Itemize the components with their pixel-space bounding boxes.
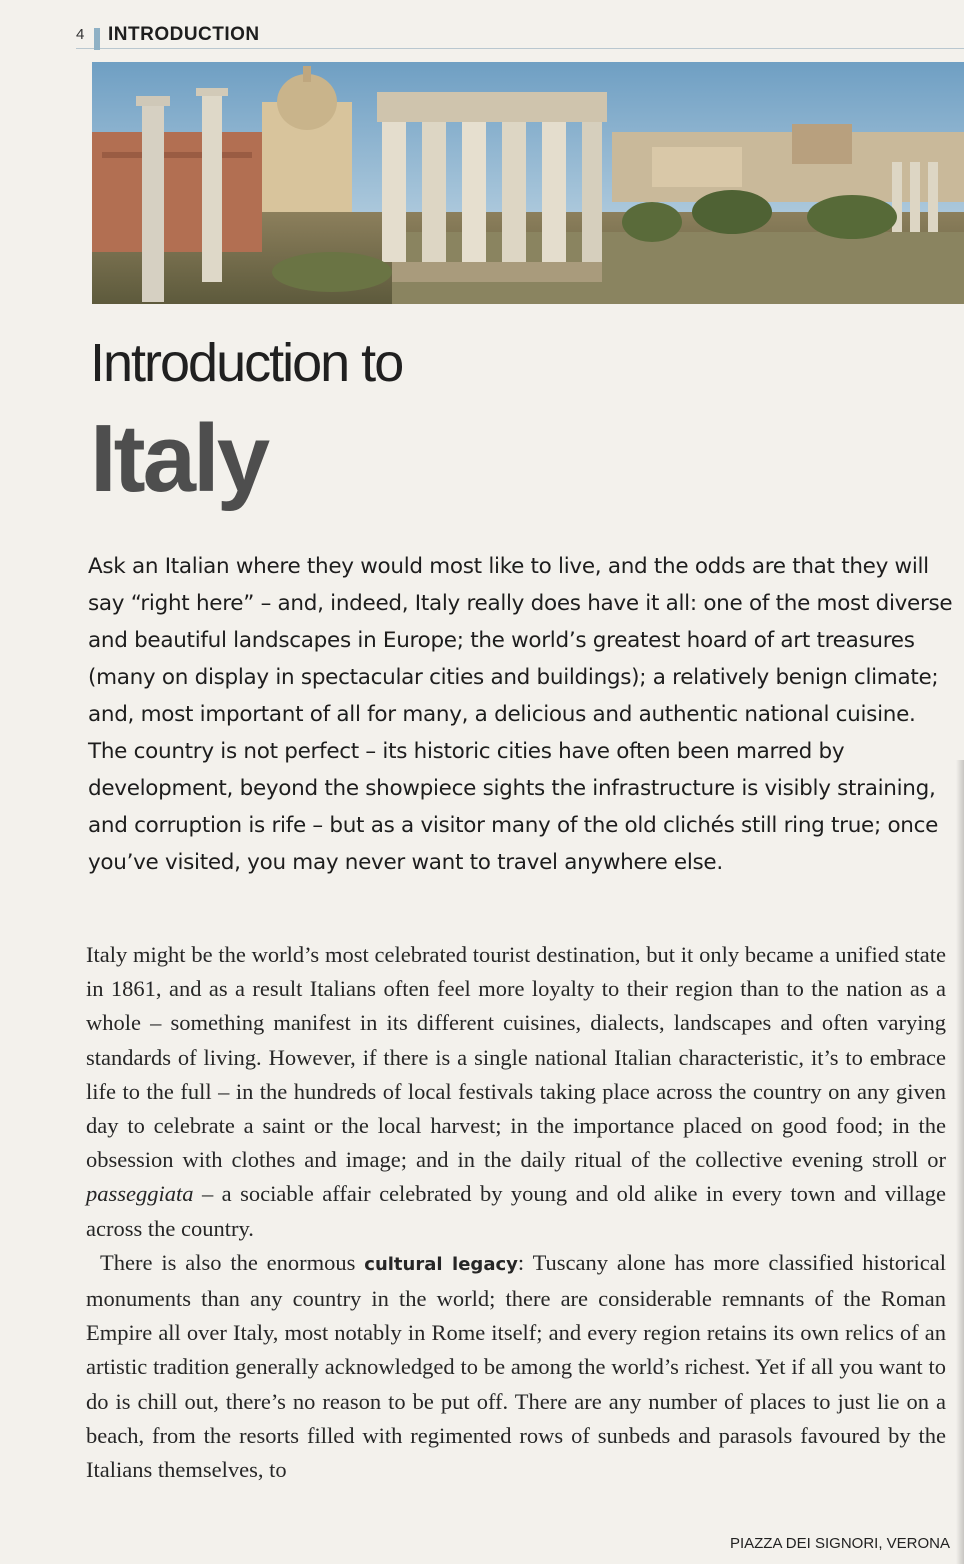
body-paragraph-2-end: : Tuscany alone has more classified historical monuments than any country in the world; there are considerable remnants of the Roman Empire all over Italy, most notably in Rome itself; and every region retains its own relics of an artistic tradition generally acknowledged to be among the world’s richest. Yet if all you want to do is chill out, there’s no reason to be put off. There are any number of places to just lie on a beach, from the resorts filled with regimented rows of sunbeds and parasols favoured by the Italians themselves, to xyxy=(86,1249,946,1483)
body-paragraph-1-end: – a sociable affair celebrated by young and old alike in every town and village across the country. xyxy=(86,1181,946,1241)
page-binding-shadow xyxy=(956,760,964,1564)
body-paragraph-1-start: Italy might be the world’s most celebrated tourist destination, but it only became a unified state in 1861, and as a result Italians often feel more loyalty to their region than to the nation as a whole – something manifest in its different cuisines, dialects, landscapes and often varying standards of living. However, if there is a single national Italian characteristic, it’s to embrace life to the full – in the hundreds of local festivals taking place across the country on any given day to celebrate a saint or the local harvest; in the importance placed on good food; in the obsession with clothes and image; and in the daily ritual of the collective evening stroll or xyxy=(86,942,946,1173)
body-paragraph-2 xyxy=(86,1246,946,1487)
section-accent-bar xyxy=(94,28,100,50)
highlight-cultural-legacy: cultural legacy xyxy=(364,1253,518,1275)
page-number: 4 xyxy=(76,26,85,43)
lead-paragraph: Ask an Italian where they would most like to live, and the odds are that they will say “right here” – and, indeed, Italy really does have it all: one of the most diverse and beautiful landscapes in Europe; the world’s greatest hoard of art treasures (many on display in spectacular cities and buildings); a relatively benign climate; and, most important of all for many, a delicious and authentic national cuisine. The country is not perfect – its historic cities have often been marred by development, beyond the showpiece sights the infrastructure is visibly straining, and corruption is rife – but as a visitor many of the old clichés still ring true; once you’ve visited, you may never want to travel anywhere else. xyxy=(88,554,953,875)
body-paragraph-1 xyxy=(86,938,946,1246)
photo-caption: PIAZZA DEI SIGNORI, VERONA xyxy=(729,1535,950,1552)
running-head xyxy=(76,22,964,49)
body-paragraph-2-start: There is also the enormous xyxy=(100,1249,365,1275)
page-title-line-1: Introduction to xyxy=(90,333,403,393)
section-label: INTRODUCTION xyxy=(108,24,260,45)
italic-term-passeggiata: passeggiata xyxy=(86,1181,194,1207)
page-title-country: Italy xyxy=(90,405,268,512)
body-text xyxy=(86,938,946,1487)
hero-photo-roman-forum xyxy=(92,62,964,304)
